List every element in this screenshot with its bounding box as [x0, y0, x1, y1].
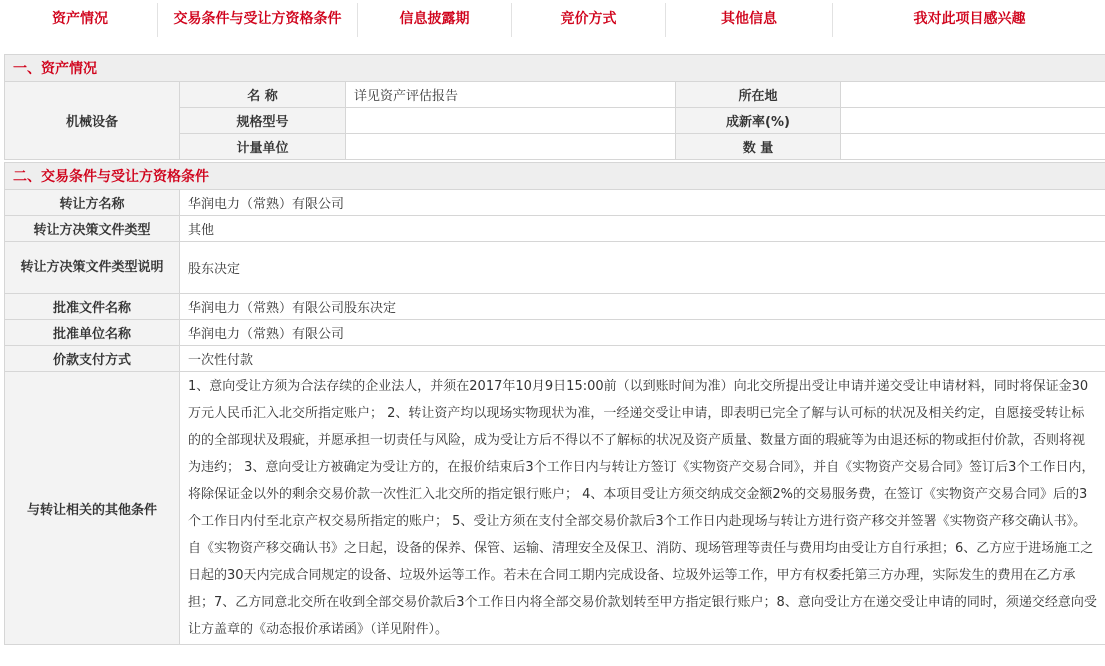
decision-doc-desc-label: 转让方决策文件类型说明 — [5, 242, 180, 294]
asset-location-value — [841, 82, 1105, 108]
asset-location-label: 所在地 — [676, 82, 841, 108]
asset-unit-label: 计量单位 — [180, 134, 346, 160]
tab-other-info[interactable]: 其他信息 — [665, 3, 833, 37]
transferor-name-label: 转让方名称 — [5, 190, 180, 216]
tab-interested[interactable]: 我对此项目感兴趣 — [832, 3, 1105, 37]
tab-bidding-method[interactable]: 竞价方式 — [511, 3, 666, 37]
asset-quantity-label: 数 量 — [676, 134, 841, 160]
asset-name-value: 详见资产评估报告 — [346, 82, 676, 108]
other-conditions-value: 1、意向受让方须为合法存续的企业法人，并须在2017年10月9日15:00前（以到账时间为准）向北交所提出受让申请并递交受让申请材料，同时将保证金30万元人民币汇入北交所指定账户； 2、转让资产均以现场实物现状为准，一经递交受让申请，即表明已完全了解与认可标的状况及相关约定，自愿接受转让标的的全部现状及瑕疵，并愿承担一切责任与风险，成为受让方后不得以不了解标的状况及资产质量、数量方面的瑕疵等为由退还标的物或拒付价款，否则将视为违约； 3、意向受让方被确定为受让方的，在报价结束后3个工作日内与转让方签订《实物资产交易合同》，并自《实物资产交易合同》签订后3个工作日内，将除保证金以外的剩余交易价款一次性汇入北交所的指定银行账户； 4、本项目受让方须交纳成交金额2%的交易服务费，在签订《实物资产交易合同》后的3个工作日内付至北京产权交易所指定的账户； 5、受让方须在支付全部交易价款后3个工作日内赴现场与转让方进行资产移交并签署《实物资产移交确认书》。自《实物资产移交确认书》之日起，设备的保养、保管、运输、清理安全及保卫、消防、现场管理等责任与费用均由受让方自行承担；6、乙方应于进场施工之日起的30天内完成合同规定的设备、垃圾外运等工作。若未在合同工期内完成设备、垃圾外运等工作，甲方有权委托第三方办理，实际发生的费用在乙方承担；7、乙方同意北交所在收到全部交易价款后3个工作日内将全部交易价款划转至甲方指定银行账户；8、意向受让方在递交受让申请的同时，须递交经意向受让方盖章的《动态报价承诺函》（详见附件）。 — [180, 372, 1105, 645]
decision-doc-type-value: 其他 — [180, 216, 1105, 242]
asset-condition-label: 成新率(%) — [676, 108, 841, 134]
decision-doc-type-label: 转让方决策文件类型 — [5, 216, 180, 242]
tab-disclosure-period[interactable]: 信息披露期 — [357, 3, 512, 37]
asset-condition-value — [841, 108, 1105, 134]
approval-doc-name-value: 华润电力（常熟）有限公司股东决定 — [180, 294, 1105, 320]
other-conditions-label: 与转让相关的其他条件 — [5, 372, 180, 645]
section-title-trade-conditions: 二、交易条件与受让方资格条件 — [5, 163, 1105, 190]
asset-spec-label: 规格型号 — [180, 108, 346, 134]
trade-conditions-table — [4, 162, 1105, 645]
asset-group-label: 机械设备 — [5, 82, 180, 160]
detail-tab-bar — [3, 3, 1105, 37]
approval-doc-name-label: 批准文件名称 — [5, 294, 180, 320]
transferor-name-value: 华润电力（常熟）有限公司 — [180, 190, 1105, 216]
asset-spec-value — [346, 108, 676, 134]
approval-unit-label: 批准单位名称 — [5, 320, 180, 346]
asset-unit-value — [346, 134, 676, 160]
section-title-asset-info: 一、资产情况 — [5, 55, 1105, 82]
payment-method-label: 价款支付方式 — [5, 346, 180, 372]
tab-asset-info[interactable]: 资产情况 — [3, 3, 158, 37]
tab-trade-conditions[interactable]: 交易条件与受让方资格条件 — [157, 3, 358, 37]
approval-unit-value: 华润电力（常熟）有限公司 — [180, 320, 1105, 346]
payment-method-value: 一次性付款 — [180, 346, 1105, 372]
asset-quantity-value — [841, 134, 1105, 160]
asset-info-table — [4, 54, 1105, 160]
decision-doc-desc-value: 股东决定 — [180, 242, 1105, 294]
asset-name-label: 名 称 — [180, 82, 346, 108]
